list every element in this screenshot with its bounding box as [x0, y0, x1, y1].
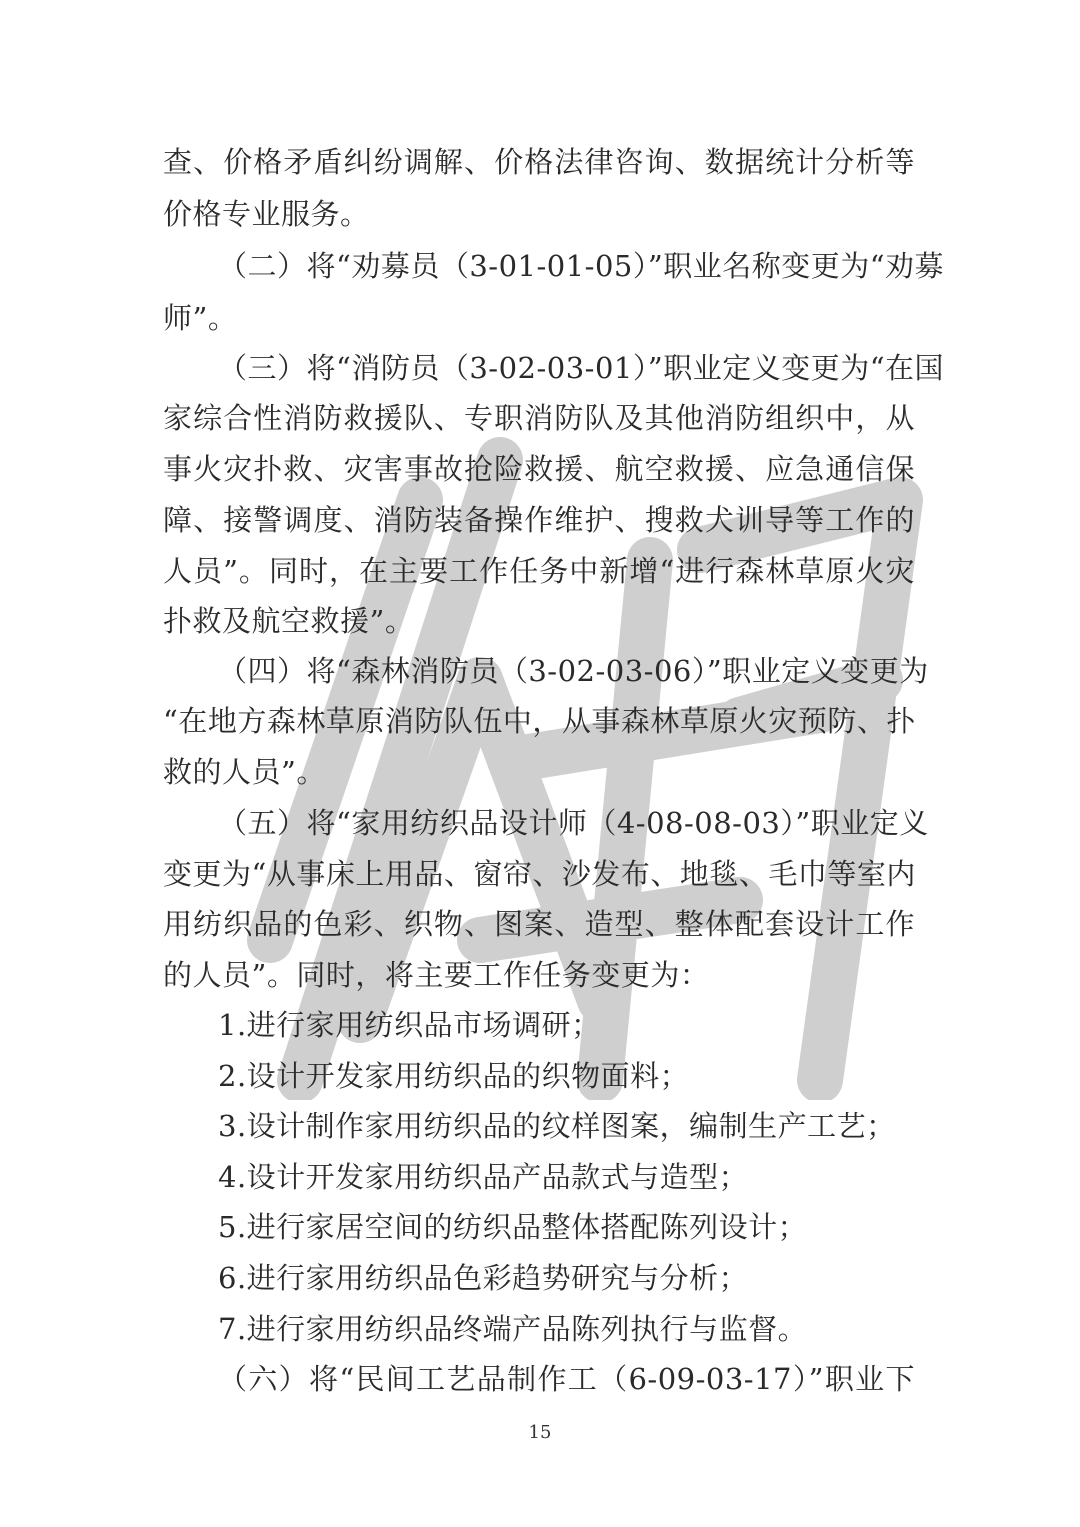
text-line: 事火灾扑救、灾害事故抢险救援、航空救援、应急通信保: [163, 452, 915, 486]
paragraph-start: （三）将“消防员（3-02-03-01）”职业定义变更为“在国: [218, 351, 945, 385]
list-item: 4.设计开发家用纺织品产品款式与造型；: [218, 1160, 749, 1194]
paragraph-start: （六）将“民间工艺品制作工（6-09-03-17）”职业下: [218, 1362, 915, 1396]
text-line: 查、价格矛盾纠纷调解、价格法律咨询、数据统计分析等: [163, 145, 915, 179]
list-item: 5.进行家居空间的纺织品整体搭配陈列设计；: [218, 1210, 808, 1244]
list-item: 2.设计开发家用纺织品的织物面料；: [218, 1059, 690, 1093]
paragraph-start: （四）将“森林消防员（3-02-03-06）”职业定义变更为: [218, 654, 929, 688]
text-line: 师”。: [163, 301, 238, 335]
text-line: 障、接警调度、消防装备操作维护、搜救犬训导等工作的: [163, 503, 915, 537]
text-line: 扑救及航空救援”。: [163, 604, 415, 638]
text-line: 变更为“从事床上用品、窗帘、沙发布、地毯、毛巾等室内: [163, 857, 916, 891]
page-number: 15: [528, 1422, 552, 1443]
list-item: 6.进行家用纺织品色彩趋势研究与分析；: [218, 1261, 749, 1295]
paragraph-start: （五）将“家用纺织品设计师（4-08-08-03）”职业定义: [218, 806, 929, 840]
text-line: 的人员”。同时，将主要工作任务变更为：: [163, 958, 710, 992]
text-line: 用纺织品的色彩、织物、图案、造型、整体配套设计工作: [163, 907, 915, 941]
text-line: 救的人员”。: [163, 755, 326, 789]
paragraph-start: （二）将“劝募员（3-01-01-05）”职业名称变更为“劝募: [218, 249, 945, 283]
list-item: 3.设计制作家用纺织品的纹样图案，编制生产工艺；: [218, 1109, 896, 1143]
text-line: 家综合性消防救援队、专职消防队及其他消防组织中，从: [163, 401, 915, 435]
text-line: 人员”。同时，在主要工作任务中新增“进行森林草原火灾: [163, 554, 915, 588]
text-line: 价格专业服务。: [163, 197, 370, 231]
list-item: 7.进行家用纺织品终端产品陈列执行与监督。: [218, 1312, 808, 1346]
text-line: “在地方森林草原消防队伍中，从事森林草原火灾预防、扑: [163, 704, 916, 738]
list-item: 1.进行家用纺织品市场调研；: [218, 1008, 601, 1042]
